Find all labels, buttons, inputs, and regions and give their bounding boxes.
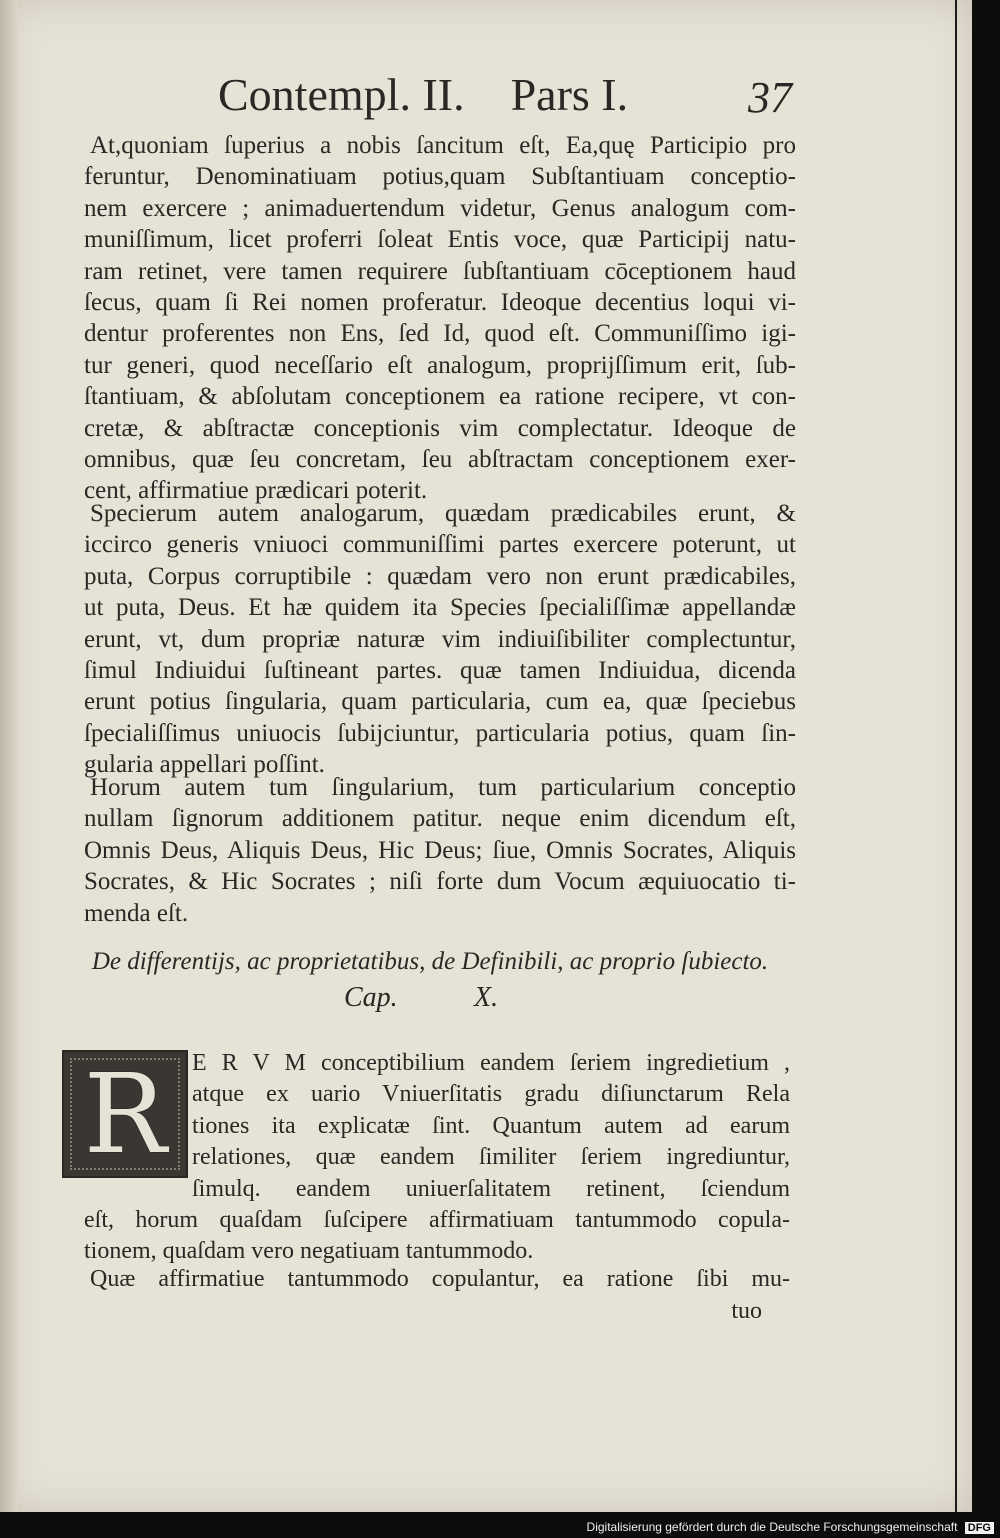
decorated-initial — [62, 1050, 188, 1178]
paragraph-2 — [84, 498, 796, 781]
running-title: Contempl. II. Pars I. — [218, 69, 629, 120]
text-line: nem exercere ; animaduertendum videtur, Genus analogum com- — [84, 194, 796, 222]
text-line: ram retinet, vere tamen requirere ſubſtantiuam cōceptionem haud — [84, 257, 796, 285]
text-line: ſimul Indiuidui ſuſtineant partes. quæ tamen Indiuidua, dicenda — [84, 656, 796, 684]
text-line: puta, Corpus corruptibile : quædam vero non erunt prædicabiles, — [84, 562, 796, 590]
text-line: gularia appellari poſſint. — [84, 751, 325, 779]
text-line: nullam ſignorum additionem patitur. neque enim dicendum eſt, — [84, 805, 796, 833]
digitization-credit — [587, 1520, 994, 1534]
text-line: iccirco generis vniuoci communiſſimi partes exercere poterunt, ut — [84, 531, 796, 559]
catchword-block — [84, 1296, 762, 1327]
text-line: cent, affirmatiue prædicari poterit. — [84, 477, 428, 505]
text-line: relationes, quæ eandem ſimiliter ſeriem ingrediuntur, — [192, 1144, 790, 1171]
chapter-title: De differentijs, ac proprietatibus, de Definibili, ac proprio ſubiecto. — [91, 948, 769, 975]
text-line: erunt potius ſingularia, quam particularia, cum ea, quæ ſpeciebus — [84, 688, 796, 716]
text-line: ut puta, Deus. Et hæ quidem ita Species ſpecialiſſimæ appellandæ — [84, 594, 796, 622]
paragraph-5 — [84, 1264, 790, 1295]
text-line: E R V M conceptibilium eandem ſeriem ingredietium , — [192, 1050, 790, 1076]
initial-letter: R — [83, 1050, 167, 1178]
text-line: Quæ affirmatiue tantummodo copulantur, ea ratione ſibi mu- — [90, 1266, 790, 1292]
text-line: Omnis Deus, Aliquis Deus, Hic Deus; ſiue, Omnis Socrates, Aliquis — [84, 836, 796, 864]
text-line: ſecus, quam ſi Rei nomen proferatur. Ideoque decentius loqui vi- — [84, 288, 796, 316]
text-line: Horum autem tum ſingularium, tum particularium conceptio — [90, 774, 796, 801]
text-line: Socrates, & Hic Socrates ; niſi forte dum Vocum æquiuocatio ti- — [84, 868, 796, 896]
paragraph-4b — [84, 1205, 790, 1268]
text-line: ſtantiuam, & abſolutam conceptionem ea ratione recipere, vt con- — [84, 383, 796, 411]
text-line: atque ex uario Vniuerſitatis gradu diſiunctarum Rela — [192, 1081, 790, 1108]
text-line: menda eſt. — [84, 899, 189, 927]
page-number: 37 — [748, 73, 792, 122]
text-line: tionem, quaſdam vero negatiuam tantummodo. — [84, 1238, 534, 1265]
paragraph-1 — [84, 130, 796, 507]
paragraph-3 — [84, 772, 796, 929]
text-line: tur generi, quod neceſſario eſt analogum, proprijſſimum erit, ſub- — [84, 351, 796, 379]
dfg-logo: DFG — [965, 1522, 994, 1534]
text-line: omnibus, quæ ſeu concretam, ſeu abſtractam conceptionem exer- — [84, 445, 796, 473]
credit-text: Digitalisierung gefördert durch die Deutsche Forschungsgemeinschaft — [586, 1520, 958, 1534]
text-line: Specierum autem analogarum, quædam prædicabiles erunt, & — [90, 500, 796, 527]
chapter-cap-label: Cap. — [344, 982, 398, 1013]
text-line: dentur proferentes non Ens, ſed Id, quod eſt. Communiſſimo igi- — [84, 320, 796, 348]
text-line: ſimulq. eandem uniuerſalitatem retinent, ſciendum — [192, 1175, 790, 1202]
page-gutter — [0, 0, 18, 1512]
text-line: feruntur, Denominatiuam potius,quam Subſtantiuam conceptio- — [84, 163, 796, 191]
text-line: erunt, vt, dum propriæ naturæ vim indiuiſibiliter complectuntur, — [84, 625, 796, 653]
page-edge — [955, 0, 957, 1512]
text-line: muniſſimum, licet proferri ſoleat Entis voce, quæ Participij natu- — [84, 226, 796, 254]
catchword: tuo — [731, 1298, 762, 1324]
chapter-cap-number: X. — [474, 982, 499, 1013]
text-line: At,quoniam ſuperius a nobis ſancitum eſt, Ea,quę Participio pro — [90, 132, 796, 159]
text-line: ſpecialiſſimus uniuocis ſubijciuntur, particularia potius, quam ſin- — [84, 719, 796, 747]
running-header — [218, 68, 798, 128]
text-line: eſt, horum quaſdam ſuſcipere affirmatiuam tantummodo copula- — [84, 1207, 790, 1233]
text-line: tiones ita explicatæ ſint. Quantum autem ad earum — [192, 1112, 790, 1139]
paragraph-4a — [192, 1048, 790, 1205]
text-line: cretæ, & abſtractæ conceptionis vim complectatur. Ideoque de — [84, 414, 796, 442]
